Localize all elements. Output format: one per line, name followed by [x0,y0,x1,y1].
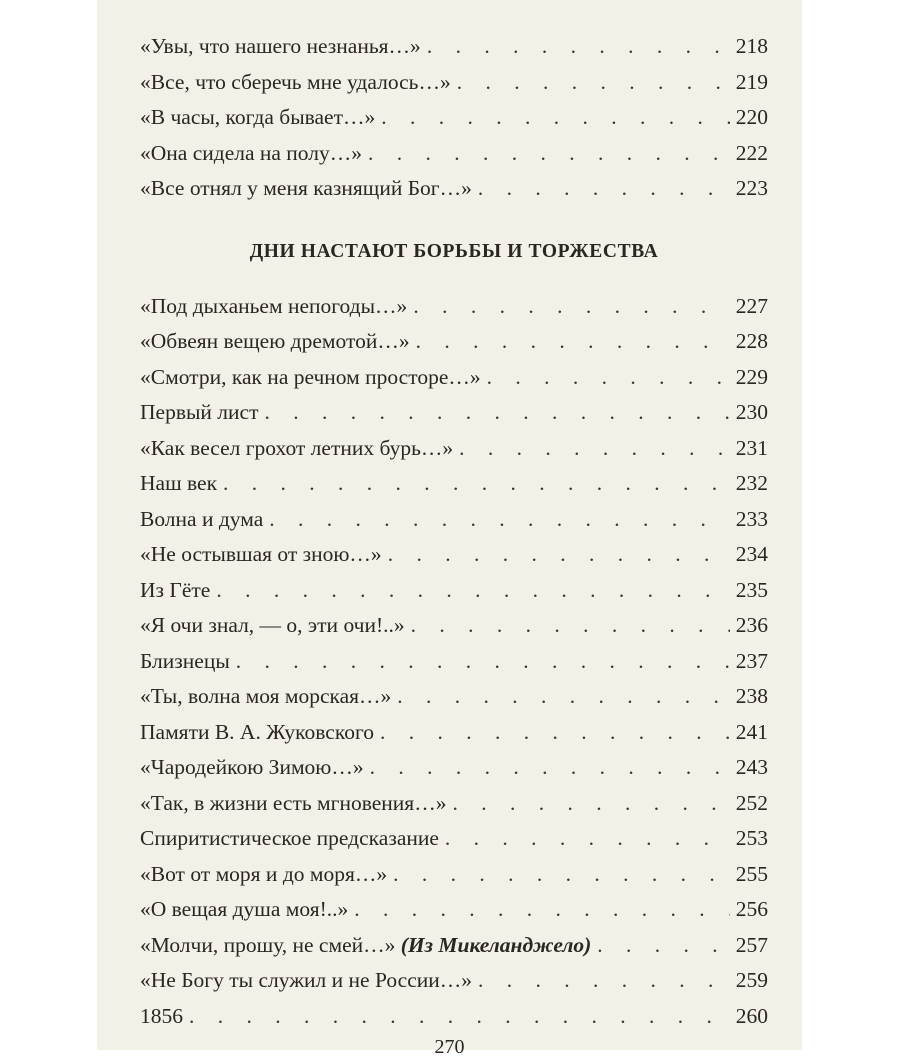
toc-entry-title-text: «Под дыханьем непогоды…» [140,293,408,318]
toc-entry-title-text: «Как весел грохот летних бурь…» [140,435,454,460]
toc-entry-page: 260 [735,1003,768,1028]
dot-leader [393,857,730,893]
toc-entry-page: 257 [735,932,768,957]
toc-entry-title-text: «Молчи, прошу, не смей…» [140,932,396,957]
dot-leader [445,821,730,857]
toc-entry-title [140,679,391,715]
page-number: 270 [434,1036,465,1058]
toc-entry-page: 230 [735,400,768,424]
toc-entry-title-text: Памяти В. А. Жуковского [140,719,374,744]
toc-entry [140,573,768,609]
toc-entry-title-text: «Все, что сберечь мне удалось…» [140,69,451,94]
dot-leader [380,715,730,751]
toc-entry-title [140,715,374,751]
toc-entry-title-text: «Не остывшая от зною…» [140,542,382,566]
toc-entry [140,857,768,893]
dot-leader [216,573,729,609]
toc-entry [140,537,768,573]
toc-entry-page: 255 [735,861,768,886]
toc-entry-title [140,289,407,325]
dot-leader [264,395,729,431]
toc-list-section [140,289,768,1035]
toc-entry-title-text: «Чародейкою Зимою…» [140,755,364,779]
dot-leader [388,537,730,573]
toc-entry-title [140,100,375,136]
toc-entry-page: 252 [735,790,768,815]
toc-entry [140,715,768,751]
dot-leader [381,100,729,136]
toc-entry-title-text: «Обвеян вещею дремотой…» [140,329,410,353]
toc-entry-title-text: Волна и дума [140,506,264,531]
toc-entry-title [140,466,217,502]
toc-entry-title [140,29,421,65]
toc-entry-title [140,136,362,172]
toc-entry-title-text: 1856 [140,1003,183,1028]
toc-entry [140,360,768,396]
toc-entry [140,289,768,325]
dot-leader [478,963,730,999]
toc-entry-page: 241 [735,719,768,744]
dot-leader [416,324,730,360]
toc-entry [140,679,768,715]
toc-entry-title [140,537,382,573]
book-page [97,0,802,1058]
toc-entry-title-text: «Вот от моря и до моря…» [140,861,388,886]
toc-entry-title-text: «Не Богу ты служил и не России…» [140,968,473,992]
toc-entry-title [140,431,453,467]
toc-entry-page: 236 [735,613,768,637]
toc-entry-title-text: «О вещая душа моя!..» [140,897,349,921]
dot-leader [269,502,730,538]
dot-leader [236,644,730,680]
dot-leader [368,136,730,172]
dot-leader [487,360,730,396]
toc-entry-title-text: «Ты, волна моя морская…» [140,684,392,708]
toc-entry [140,644,768,680]
toc-entry [140,786,768,822]
toc-entry [140,100,768,136]
toc-entry [140,892,768,928]
toc-entry-page: 228 [735,329,768,353]
dot-leader [478,171,730,207]
toc-entry-title-text: Наш век [140,471,218,495]
toc-entry [140,750,768,786]
toc-entry [140,29,768,65]
dot-leader [452,786,729,822]
toc-entry-title [140,963,472,999]
toc-entry-note: (Из Микеланджело) [400,932,592,957]
toc-entry-title-text: Спиритистическое предсказание [140,826,439,850]
toc-entry-title-text: Близнецы [140,648,230,673]
toc-entry-title [140,644,230,680]
toc-entry-title [140,857,387,893]
toc-entry-title-text: «Я очи знал, — о, эти очи!..» [140,613,405,637]
toc-entry-page: 223 [735,176,768,200]
toc-entry-title-text: «Все отнял у меня казнящий Бог…» [140,176,472,200]
dot-leader [413,289,729,325]
toc-entry [140,171,768,207]
toc-entry-title-text: «Смотри, как на речном просторе…» [140,364,481,389]
toc-entry-page: 253 [735,826,768,850]
toc-entry-title [140,608,405,644]
dot-leader [597,928,729,964]
toc-entry-page: 233 [735,506,768,531]
toc-entry [140,999,768,1035]
toc-entry-page: 232 [735,471,768,495]
toc-entry-page: 219 [735,69,768,94]
dot-leader [370,750,730,786]
toc-entry-page: 256 [735,897,768,921]
toc-entry-title [140,786,446,822]
toc-entry-title [140,395,258,431]
toc-entry-page: 237 [735,648,768,673]
toc-list-top [140,29,768,207]
toc-entry [140,324,768,360]
toc-entry [140,431,768,467]
toc-entry-page: 218 [735,34,768,58]
toc-entry-page: 259 [735,968,768,992]
toc-entry-title [140,65,451,101]
dot-leader [189,999,730,1035]
toc-entry-title-text: «Увы, что нашего незнанья…» [140,34,421,58]
toc-entry-page: 231 [735,435,768,460]
toc-entry-page: 227 [735,293,768,318]
toc-entry-title [140,928,591,964]
toc-entry-page: 243 [735,755,768,779]
section-heading: ДНИ НАСТАЮТ БОРЬБЫ И ТОРЖЕСТВА [249,240,659,262]
toc-entry [140,136,768,172]
toc-entry-title [140,324,410,360]
toc-entry [140,608,768,644]
toc-entry [140,466,768,502]
toc-entry-title [140,750,364,786]
toc-entry-title [140,502,263,538]
toc-entry-title-text: Первый лист [140,400,259,424]
toc-entry-title-text: «Она сидела на полу…» [140,140,363,165]
dot-leader [354,892,730,928]
toc-entry [140,502,768,538]
toc-entry-page: 238 [735,684,768,708]
dot-leader [427,29,730,65]
toc-entry-page: 234 [735,542,768,566]
toc-entry [140,963,768,999]
toc-entry-title [140,573,210,609]
table-of-contents [140,29,768,1034]
dot-leader [411,608,730,644]
toc-entry-title [140,999,183,1035]
toc-entry-title [140,821,439,857]
dot-leader [459,431,730,467]
toc-entry-title-text: Из Гёте [140,577,211,602]
toc-entry-title [140,171,472,207]
toc-entry-title-text: «Так, в жизни есть мгновения…» [140,790,447,815]
toc-entry-title [140,360,481,396]
dot-leader [457,65,730,101]
toc-entry-page: 235 [735,577,768,602]
toc-entry [140,65,768,101]
toc-entry-page: 220 [735,105,768,129]
toc-entry [140,395,768,431]
toc-entry-page: 222 [735,140,768,165]
dot-leader [397,679,729,715]
toc-entry-title [140,892,348,928]
toc-entry [140,821,768,857]
dot-leader [223,466,730,502]
toc-entry [140,928,768,964]
toc-entry-page: 229 [735,364,768,389]
toc-entry-title-text: «В часы, когда бывает…» [140,105,376,129]
